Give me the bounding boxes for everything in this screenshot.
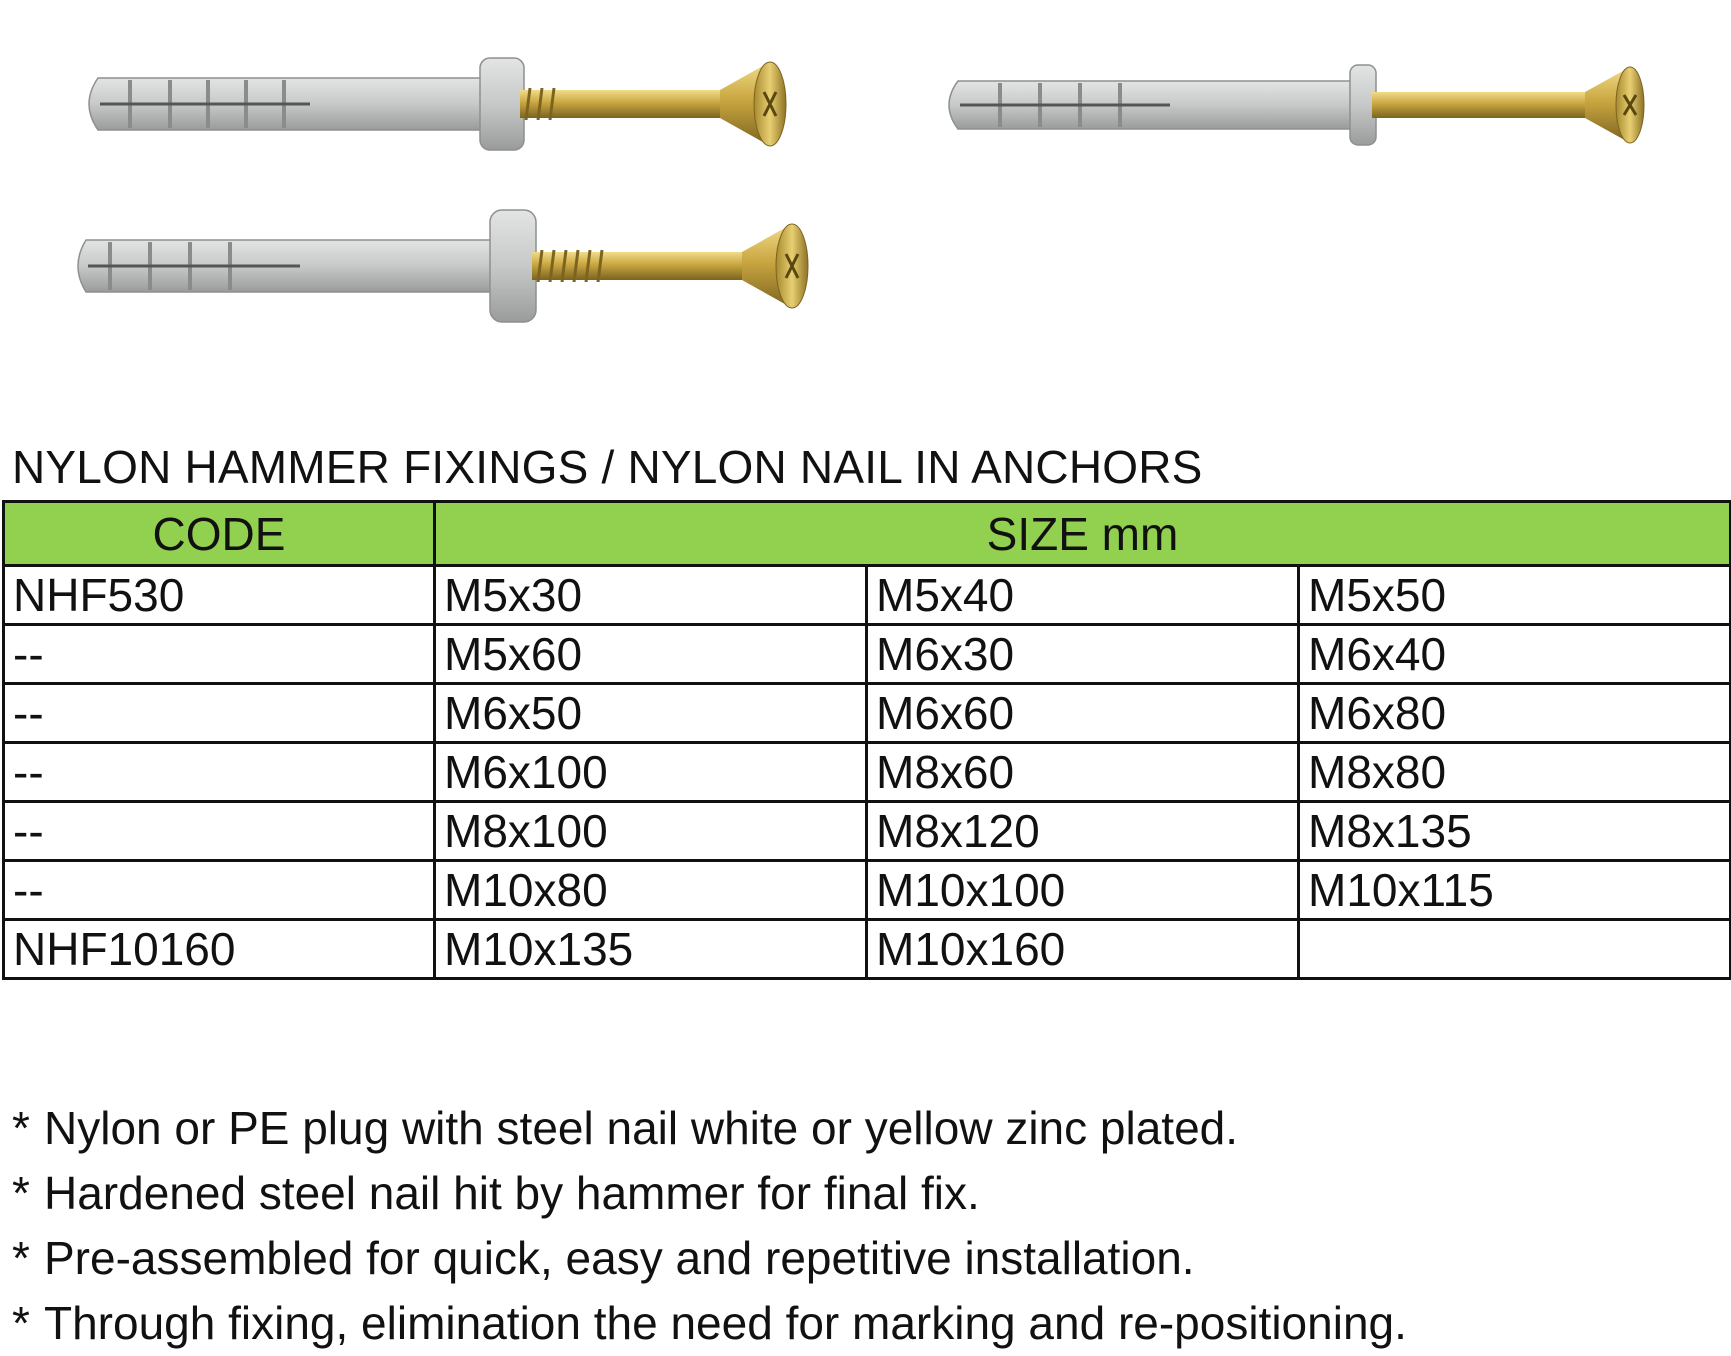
table-row (4, 566, 1731, 625)
code-cell: NHF530 (4, 566, 435, 625)
list-item (12, 1291, 1407, 1356)
table-row (4, 743, 1731, 802)
table-row (4, 802, 1731, 861)
code-column-header: CODE (4, 502, 435, 566)
size-cell: M5x40 (867, 566, 1299, 625)
note-text: Hardened steel nail hit by hammer for final fix. (44, 1167, 980, 1219)
size-cell: M10x135 (435, 920, 867, 979)
size-cell: M5x60 (435, 625, 867, 684)
size-cell: M5x30 (435, 566, 867, 625)
size-table (2, 500, 1731, 980)
code-cell: -- (4, 861, 435, 920)
size-cell: M6x100 (435, 743, 867, 802)
table-row (4, 920, 1731, 979)
feature-notes (12, 1096, 1407, 1356)
table-header-row (4, 502, 1731, 566)
note-text: Pre-assembled for quick, easy and repetitive installation. (44, 1232, 1195, 1284)
size-cell: M10x115 (1299, 861, 1731, 920)
size-cell: M6x80 (1299, 684, 1731, 743)
hammer-fixing-image (80, 50, 810, 160)
bullet-marker: * (12, 1167, 30, 1219)
list-item (12, 1226, 1407, 1291)
size-cell: M6x60 (867, 684, 1299, 743)
size-cell: M8x120 (867, 802, 1299, 861)
size-cell: M6x50 (435, 684, 867, 743)
size-cell: M8x100 (435, 802, 867, 861)
size-cell: M8x80 (1299, 743, 1731, 802)
size-cell (1299, 920, 1731, 979)
size-cell: M5x50 (1299, 566, 1731, 625)
bullet-marker: * (12, 1232, 30, 1284)
hammer-fixing-image (940, 55, 1660, 155)
code-cell: NHF10160 (4, 920, 435, 979)
size-cell: M8x60 (867, 743, 1299, 802)
note-text: Through fixing, elimination the need for marking and re-positioning. (44, 1297, 1407, 1349)
size-cell: M6x30 (867, 625, 1299, 684)
bullet-marker: * (12, 1102, 30, 1154)
list-item (12, 1161, 1407, 1226)
size-cell: M10x160 (867, 920, 1299, 979)
product-photos (0, 0, 1731, 400)
page-title: NYLON HAMMER FIXINGS / NYLON NAIL IN ANCHORS (12, 441, 1203, 493)
table-row (4, 861, 1731, 920)
note-text: Nylon or PE plug with steel nail white or yellow zinc plated. (44, 1102, 1239, 1154)
code-cell: -- (4, 802, 435, 861)
bullet-marker: * (12, 1297, 30, 1349)
size-column-header: SIZE mm (435, 502, 1731, 566)
code-cell: -- (4, 625, 435, 684)
size-cell: M10x100 (867, 861, 1299, 920)
table-row (4, 684, 1731, 743)
code-cell: -- (4, 684, 435, 743)
code-cell: -- (4, 743, 435, 802)
size-cell: M6x40 (1299, 625, 1731, 684)
table-row (4, 625, 1731, 684)
size-cell: M10x80 (435, 861, 867, 920)
size-cell: M8x135 (1299, 802, 1731, 861)
list-item (12, 1096, 1407, 1161)
hammer-fixing-image (70, 200, 830, 330)
